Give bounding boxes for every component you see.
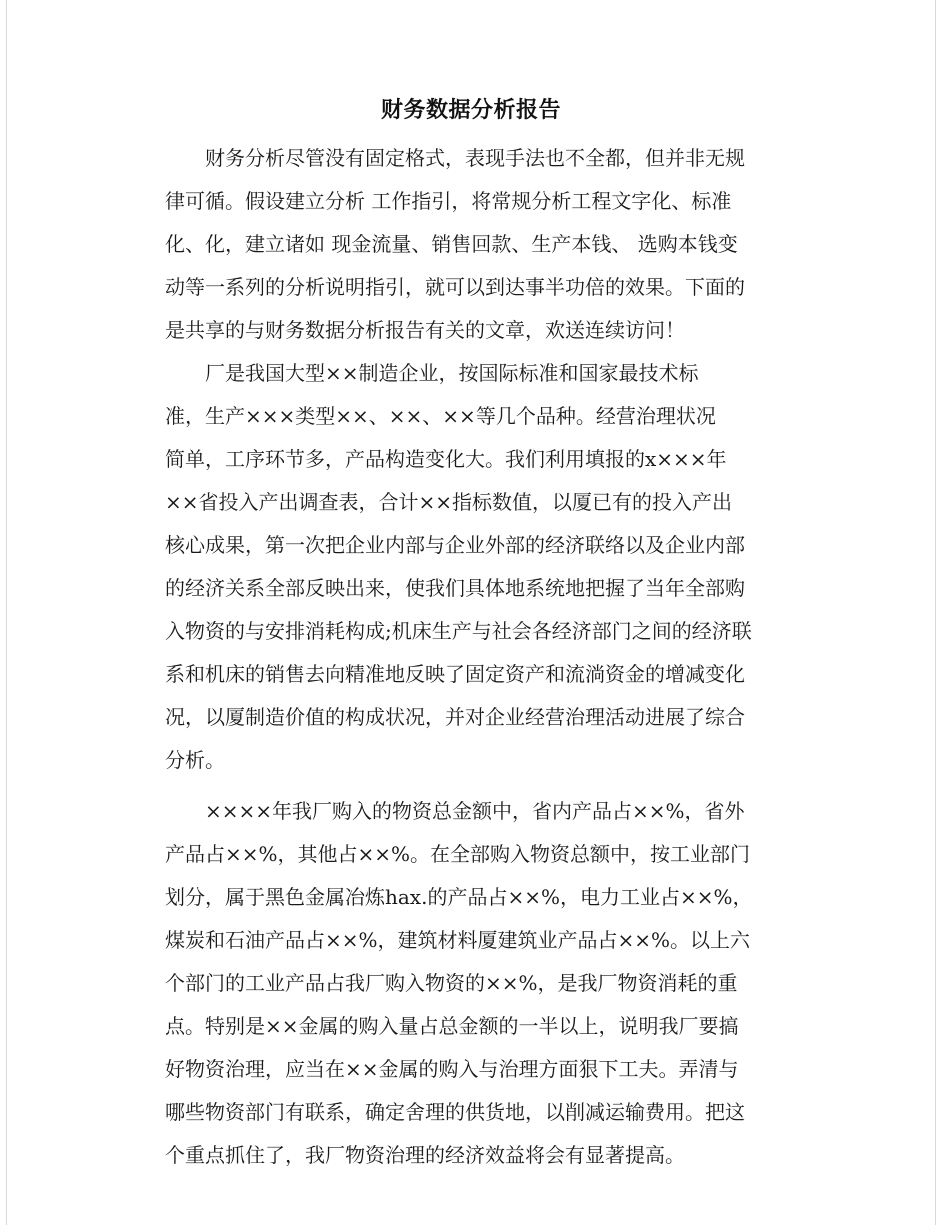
text-line: 产品占××%，其他占××%。在全部购入物资总额中，按工业部门 [165,842,751,866]
paragraph-company-overview [165,355,789,785]
text-line: 准，生产×××类型××、××、××等几个品种。经营治理状况 [165,404,716,428]
text-line: 点。特别是××金属的购入量占总金额的一半以上，说明我厂要搞 [165,1014,739,1038]
text-line: 划分，属于黑色金属冶炼hax.的产品占××%，电力工业占××%， [165,885,753,909]
text-line: 律可循。假设建立分析 工作指引，将常规分析工程文字化、标准 [165,189,732,213]
paragraph-intro [165,140,789,355]
paragraph-spacer [165,785,789,793]
text-line: 化、化，建立诸如 现金流量、销售回款、生产本钱、 选购本钱变 [165,232,738,256]
document-page [6,0,936,1225]
text-line: 核心成果，第一次把企业内部与企业外部的经济联络以及企业内部 [165,533,745,557]
text-line: ××××年我厂购入的物资总金额中，省内产品占××%，省外 [165,799,745,823]
text-line: 入物资的与安排消耗构成;机床生产与社会各经济部门之间的经济联 [165,619,752,643]
text-line: 个重点抓住了，我厂物资治理的经济效益将会有显著提高。 [165,1143,685,1167]
text-line: 分析。 [165,748,225,772]
text-line: 哪些物资部门有联系，确定舍理的供货地，以削减运输费用。把这 [165,1100,745,1124]
text-line: 简单，工序环节多，产品构造变化大。我们利用填报的x×××年 [165,447,727,471]
text-line: 的经济关系全部反映出来，使我们具体地系统地把握了当年全部购 [165,576,745,600]
text-line: 况，以厦制造价值的构成状况，并对企业经营治理活动进展了综合 [165,705,745,729]
document-title: 财务数据分析报告 [380,97,561,123]
text-line: 是共享的与财务数据分析报告有关的文章，欢送连续访问！ [165,318,685,342]
document-body [165,140,789,1180]
text-line: 个部门的工业产品占我厂购入物资的××%，是我厂物资消耗的重 [165,971,738,995]
text-line: 财务分析尽管没有固定格式，表现手法也不全都，但并非无规 [165,146,745,170]
text-line: 好物资治理，应当在××金属的购入与治理方面狠下工夫。弄清与 [165,1057,739,1081]
text-line: 厂是我国大型××制造企业，按国际标准和国家最技术标 [165,361,699,385]
paragraph-material-purchases [165,793,789,1180]
text-line: 煤炭和石油产品占××%，建筑材料厦建筑业产品占××%。以上六 [165,928,751,952]
text-line: 动等一系列的分析说明指引，就可以到达事半功倍的效果。下面的 [165,275,745,299]
text-line: 系和机床的销售去向精准地反映了固定资产和流淌资金的增减变化 [165,662,745,686]
text-line: ××省投入产出调查表，合计××指标数值，以厦已有的投入产出 [165,490,733,514]
